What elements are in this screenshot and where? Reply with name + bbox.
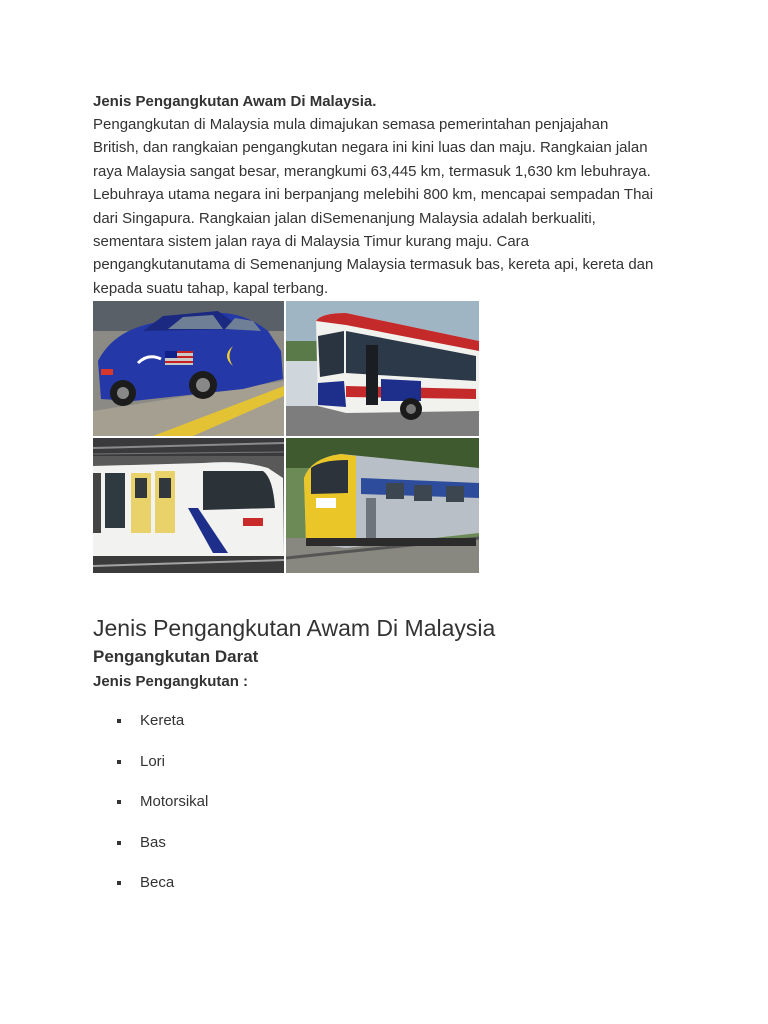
intro-line: kepada suatu tahap, kapal terbang. [93, 279, 329, 297]
list-item [93, 833, 683, 874]
intro-line: British, dan rangkaian pengangkutan negara ini kini luas dan maju. Rangkaian jalan [93, 139, 648, 157]
intro-title: Jenis Pengangkutan Awam Di Malaysia. [93, 93, 377, 110]
document-page [93, 90, 683, 914]
intro-line: pengangkutanutama di Semenanjung Malaysia termasuk bas, kereta api, kereta dan [93, 256, 654, 274]
list-item [93, 711, 683, 752]
intro-line: Lebuhraya utama negara ini berpanjang melebihi 800 km, mencapai sempadan Thai [93, 186, 654, 204]
intro-line: dari Singapura. Rangkaian jalan diSemenanjung Malaysia adalah berkualiti, [93, 209, 596, 227]
taxi-photo [93, 301, 284, 436]
list-item-label: Bas [140, 833, 166, 851]
section-heading: Jenis Pengangkutan Awam Di Malaysia [93, 615, 496, 642]
intro-paragraph [93, 113, 683, 300]
square-bullet-icon [117, 881, 121, 885]
intro-line: Pengangkutan di Malaysia mula dimajukan semasa pemerintahan penjajahan [93, 116, 609, 133]
list-item [93, 792, 683, 833]
bus-photo [286, 301, 479, 436]
list-item [93, 752, 683, 793]
list-title: Jenis Pengangkutan : [93, 673, 249, 691]
transport-photo-collage [93, 301, 479, 575]
list-item-label: Beca [140, 874, 175, 892]
list-item-label: Lori [140, 752, 166, 770]
transport-type-list [93, 711, 683, 914]
square-bullet-icon [117, 841, 121, 845]
list-item [93, 873, 683, 914]
square-bullet-icon [117, 800, 121, 804]
square-bullet-icon [117, 760, 121, 764]
square-bullet-icon [117, 719, 121, 723]
lrt-train-photo [93, 438, 284, 573]
list-item-label: Motorsikal [140, 793, 209, 811]
intro-line: raya Malaysia sangat besar, merangkumi 63,445 km, termasuk 1,630 km lebuhraya. [93, 162, 651, 180]
commuter-train-photo [286, 438, 479, 573]
intro-line: sementara sistem jalan raya di Malaysia Timur kurang maju. Cara [93, 233, 530, 251]
section-subheading: Pengangkutan Darat [93, 647, 259, 667]
list-item-label: Kereta [140, 712, 185, 730]
